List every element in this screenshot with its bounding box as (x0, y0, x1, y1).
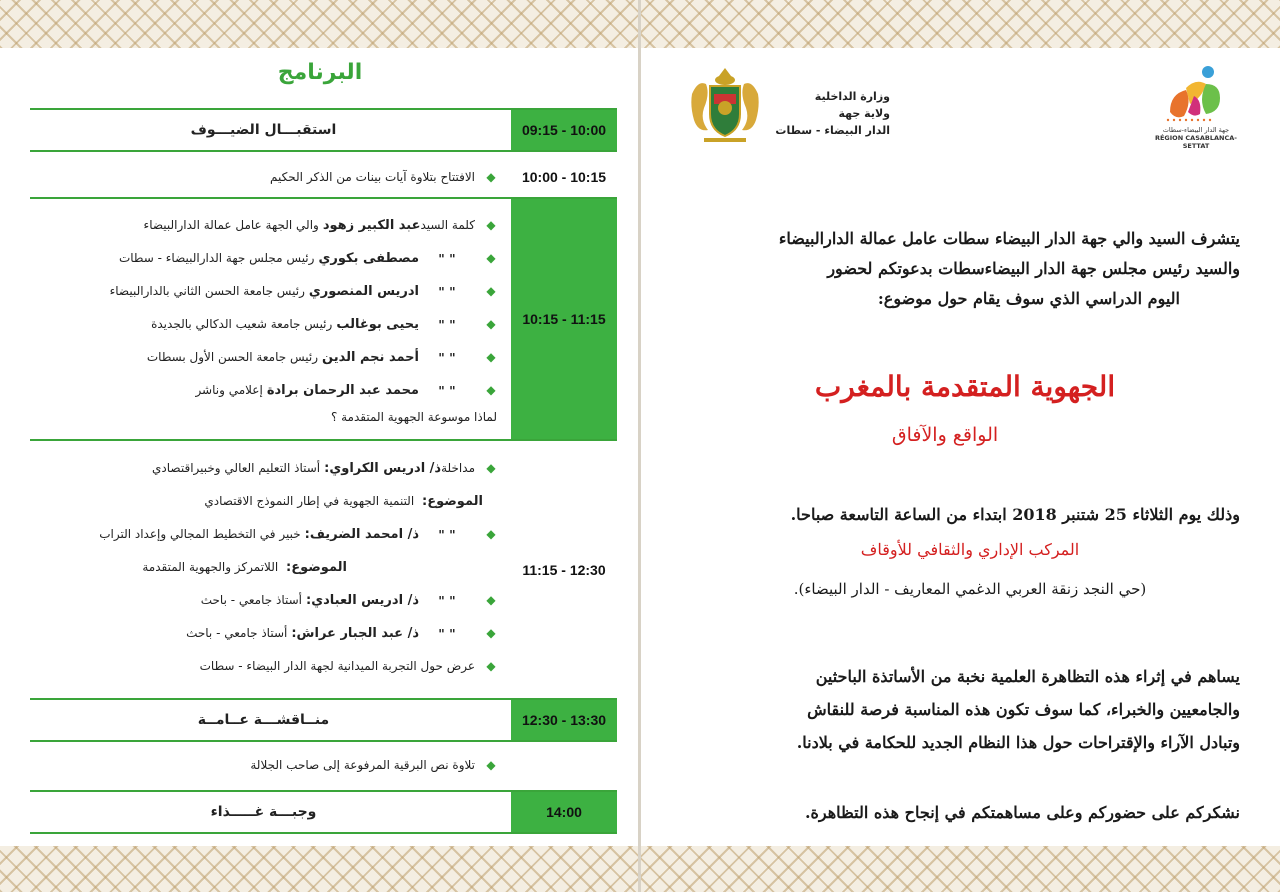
description-paragraph: يساهم في إثراء هذه التظاهرة العلمية نخبة من الأساتذة الباحثين والجامعيين والخبراء، كما سوف تكون هذه المناسبة فرصة للنقاش وتبادل الآراء والإقتراحات حول هذا النظام الجديد للحكامة في بلادنا. (796, 667, 1240, 752)
theme-subtitle: الواقع والآفاق (891, 424, 999, 446)
list-item: الموضوع: التنمية الجهوية في إطار النموذج الاقتصادي (204, 494, 483, 509)
program-row-reception (30, 108, 617, 152)
diamond-bullet-icon: ◆ (486, 659, 496, 673)
row-time: 10:00 - 10:15 (521, 169, 607, 185)
page-fold (638, 0, 641, 892)
list-item: الموضوع: اللاتمركز والجهوية المتقدمة (142, 560, 347, 575)
diamond-bullet-icon: ◆ (486, 757, 496, 772)
list-item: ◆ " " ذ/ امحمد الضريف: خبير في التخطيط المجالي وإعداد التراب (30, 518, 497, 551)
list-item: ◆ عرض حول التجربة الميدانية لجهة الدار البيضاء - سطات (30, 650, 497, 683)
list-item: ◆ كلمة السيد عبد الكبير زهود والي الجهة عامل عمالة الدارالبيضاء (30, 209, 497, 242)
diamond-bullet-icon: ◆ (486, 461, 496, 475)
thanks-line: نشكركم على حضوركم وعلى مساهمتكم في إنجاح هذه التظاهرة. (804, 803, 1240, 822)
row-time: 10:15 - 11:15 (511, 199, 617, 439)
invitation-text: يتشرف السيد والي جهة الدار البيضاء سطات عامل عمالة الدارالبيضاء والسيد رئيس مجلس جهة الدار البيضاءسطات بدعوتكم لحضور اليوم الدراسي الذي سوف يقام حول موضوع: (778, 229, 1240, 308)
diamond-bullet-icon: ◆ (486, 350, 496, 364)
list-item: ◆ " " ذ/ عبد الجبار عراش: أستاذ جامعي - باحث (30, 617, 497, 650)
diamond-bullet-icon: ◆ (486, 169, 496, 184)
row-label: استقبـــال الضيـــوف (190, 122, 337, 138)
program-row-lunch (30, 790, 617, 834)
program-row-opening (30, 160, 617, 194)
row-time (511, 748, 617, 782)
list-item: ◆ " " ذ/ ادريس العبادي: أستاذ جامعي - باحث (30, 584, 497, 617)
diamond-bullet-icon: ◆ (486, 218, 496, 232)
list-item: ◆ " " أحمد نجم الدين رئيس جامعة الحسن الأول بسطات (30, 341, 497, 374)
venue-address: (حي النجد زنقة العربي الدغمي المعاريف - الدار البيضاء). (793, 580, 1147, 598)
row-time: 14:00 (511, 792, 617, 832)
row-label: وجبـــة غـــــذاء (210, 804, 317, 820)
program-row-discussion (30, 698, 617, 742)
diamond-bullet-icon: ◆ (486, 284, 496, 298)
program-row-lectures (30, 450, 617, 690)
row-time: 11:15 - 12:30 (522, 562, 606, 578)
ministry-header: وزارة الداخلية ولاية جهة الدار البيضاء - سطات (775, 90, 890, 137)
date-line: وذلك يوم الثلاثاء 25 شتنبر 2018 ابتداء من الساعة التاسعة صباحا. (790, 505, 1240, 524)
region-logo-caption: جهة الدار البيضاء-سطات RÉGION CASABLANCA-SETTAT (1154, 126, 1237, 150)
venue-name: المركب الإداري والثقافي للأوقاف (860, 540, 1080, 559)
diamond-bullet-icon: ◆ (486, 593, 496, 607)
list-item: ◆ " " مصطفى بكوري رئيس مجلس جهة الدارالبيضاء - سطات (30, 242, 497, 275)
list-item: ◆ " " محمد عبد الرحمان برادة إعلامي وناشر (30, 374, 497, 407)
row-time: 12:30 - 13:30 (511, 700, 617, 740)
diamond-bullet-icon: ◆ (486, 317, 496, 331)
list-item: ◆ الافتتاح بتلاوة آيات بينات من الذكر الحكيم (30, 161, 497, 194)
program-title: البرنامج (277, 60, 363, 85)
diamond-bullet-icon: ◆ (486, 251, 496, 265)
diamond-bullet-icon: ◆ (486, 626, 496, 640)
row-time: 09:15 - 10:00 (511, 110, 617, 150)
row-label: منــاقشـــة عــامــة (197, 712, 330, 728)
list-item: ◆ تلاوة نص البرقية المرفوعة إلى صاحب الجلالة (30, 749, 497, 782)
program-row-speeches (30, 197, 617, 441)
list-item: ◆ " " ادريس المنصوري رئيس جامعة الحسن الثاني بالدارالبيضاء (30, 275, 497, 308)
list-item: ◆ " " يحيى بوغالب رئيس جامعة شعيب الدكالي بالجديدة (30, 308, 497, 341)
program-row-telegram (30, 748, 617, 782)
diamond-bullet-icon: ◆ (486, 383, 496, 397)
theme-title: الجهوية المتقدمة بالمغرب (814, 370, 1116, 403)
diamond-bullet-icon: ◆ (486, 527, 496, 541)
list-item: ◆ مداخلة ذ/ ادريس الكراوي: أستاذ التعليم العالي وخبيراقتصادي (30, 452, 497, 485)
moroccan-coat-of-arms-icon (684, 64, 766, 146)
list-item: لماذا موسوعة الجهوية المتقدمة ؟ (330, 410, 497, 424)
